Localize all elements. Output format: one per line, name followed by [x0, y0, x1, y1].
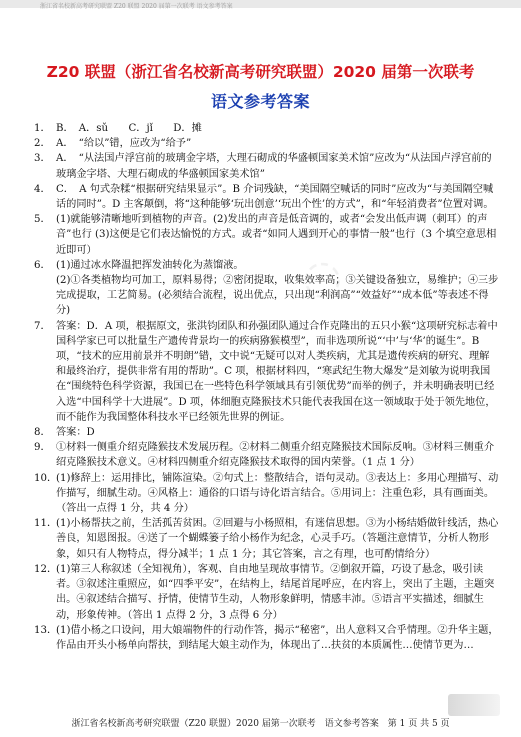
answer-number: 10． — [34, 472, 58, 484]
answer-text: (1)第三人称叙述（全知视角），客观、自由地呈现故事情节。②倒叙开篇，巧设了悬念，吸引读者。③叙述注重照应，如“四季平安”，在结构上，结尾首尾呼应，在内容上，突出了主题，主题突出。④叙述结合描写、抒情，使情节生动，人物形象鲜明，情感丰沛。⑤语言平实描述，细腻生动，形象传神。（答出 1 点得 2 分，3 点得 6 分） — [56, 563, 495, 621]
page-stamp — [448, 694, 500, 716]
answer-number: 2． — [34, 138, 51, 150]
answer-number: 8． — [34, 427, 51, 439]
answer-number: 11． — [34, 518, 58, 530]
answer-number: 12． — [34, 563, 58, 575]
answer-number: 1． — [34, 123, 51, 134]
answer-text: 答案：D．A 项，根据原文，张洪钧团队和孙强团队通过合作克隆出的五只小猴“这项研究标志着中国科学家已可以批量生产遗传背景均一的疾病猕猴模型”，而非选项所说“‘中’与‘华’的诞生”。B 项，“技术的应用前景并不明朗”错，文中说“无疑可以对人类疾病，尤其是遗传疾病的研究、理解和最终治疗，提供非常有用的帮助”。C 项，根据材料四，“寒武纪生物大爆发”是刘敏为说明我国在“围绕特色科学资源，我国已在一些特色科学领域具有引领优势”而举的例子，并未明确表明已经入选“中国科学十大进展”。D 项，体细胞克隆猴技术只能代表我国在这一领域取于处于领先地位，而不能作为我国整体科技水平已经领先世界的例证。 — [56, 320, 498, 423]
answer-text: A． “从法国卢浮宫前的玻璃金字塔，大理石砌成的华盛顿国家美术馆”应改为“从法国卢浮宫前的玻璃金字塔、大理石砌成的华盛顿国家美术馆” — [56, 153, 492, 180]
answer-number: 6． — [34, 259, 51, 271]
answer-item — [34, 319, 499, 425]
page-subtitle: 语文参考答案 — [210, 92, 310, 111]
answer-text: C． A 句式杂糅“根据研究结果显示”。B 介词残缺，“美国隔空喊话的同时”应改为“与美国隔空喊话的同时”。D 主客颠倒，将“这种能够‘玩出创意’‘玩出个性’的方式”，和“年轻消费者”位置对调。 — [56, 183, 494, 211]
answer-item — [34, 516, 499, 562]
answer-item — [34, 471, 499, 517]
answer-number: 3． — [34, 153, 51, 165]
watermark-graphic: ◌ — [288, 243, 352, 311]
answer-item — [34, 212, 499, 258]
answer-item — [34, 440, 499, 470]
page-title: Z20 联盟（浙江省名校新高考研究联盟）2020 届第一次联考 — [46, 63, 475, 81]
answer-list — [34, 121, 499, 653]
answer-text: ①材料一侧重介绍克隆猴技术发展历程。②材料二侧重介绍克隆猴技术国际反响。③材料三侧重介绍克隆猴技术意义。④材料四侧重介绍克隆猴技术取得的国内荣誉。（1 点 1 分） — [56, 442, 495, 469]
answer-item — [34, 273, 499, 319]
answer-item — [34, 623, 499, 653]
answer-item — [34, 136, 499, 151]
answer-number: 13． — [34, 624, 58, 636]
answer-text: (1)通过冰水降温把挥发油转化为蒸馏液。 — [56, 259, 244, 271]
page-footer: 浙江省名校新高考研究联盟（Z20 联盟）2020 届第一次联考 语文参考答案 第 1 页 共 5 页 — [71, 719, 450, 729]
answer-text: (1)小杨帮扶之前，生活孤苦贫困。②回避与小杨照相，有迷信思想。③为小杨结婚做针线活，热心善良，知恩图报。④送了一个蝴蝶篓子给小杨作为纪念，心灵手巧。（答题注意情节，分析人物形象，如只有人物特点，得分减半；1 点 1 分；其它答案，言之有理，也可酌情给分） — [56, 518, 499, 560]
answer-number: 9． — [34, 442, 51, 454]
header-faint-text: 浙江省名校新高考研究联盟 Z20 联盟 2020 届第一次联考 语文参考答案 — [40, 3, 233, 10]
top-scan-strip — [0, 0, 521, 8]
answer-text: (1)修辞上：运用排比，铺陈渲染。②句式上：整散结合，语句灵动。③表达上：多用心理描写、动作描写，细腻生动。④风格上：通俗的口语与诗化语言结合。⑤用词上：注重色彩，具有画面美。（答出一点得 1 分，共 4 分） — [56, 472, 499, 515]
answer-item — [34, 425, 499, 440]
answer-item — [34, 562, 499, 623]
answer-item — [34, 121, 499, 136]
answer-text: (1)就能够清晰地听到植物的声音。(2)发出的声音是低音调的，或者“会发出低声调（刺耳）的声音”也行 (3)这便是它们表达愉悦的方式。或者“如同人遇到开心的事情一般”也行（3 个填空意思相近即可） — [56, 214, 497, 256]
answer-number: 7． — [34, 320, 51, 332]
answer-text: (1)借小杨之口设问，用大娘端物件的行动作答，揭示“秘密”，出人意料又合乎情理。②升华主题，作品由开头小杨单向帮扶，到结尾大娘主动作为，体现出了…扶贫的本质属性…使情节更为… — [56, 624, 499, 651]
answer-text: B． A．sǔ C．jǐ D．摊 — [56, 123, 202, 134]
answer-item — [34, 258, 499, 273]
answer-text: A． “给以”错，应改为“给予” — [56, 138, 192, 150]
answer-text: (2)①各类植物均可加工，原料易得；②密闭提取，收集效率高；③关键设备独立，易维护；④三步完成提取，工艺简易。(必须结合流程，说出优点，只出现“利润高”“效益好”“成本低”等表述不得分) — [56, 275, 499, 317]
answer-number: 5． — [34, 214, 51, 226]
answer-item — [34, 182, 499, 212]
answer-number: 4． — [34, 183, 51, 195]
answer-text: 答案：D — [56, 427, 95, 439]
answer-item — [34, 151, 499, 181]
